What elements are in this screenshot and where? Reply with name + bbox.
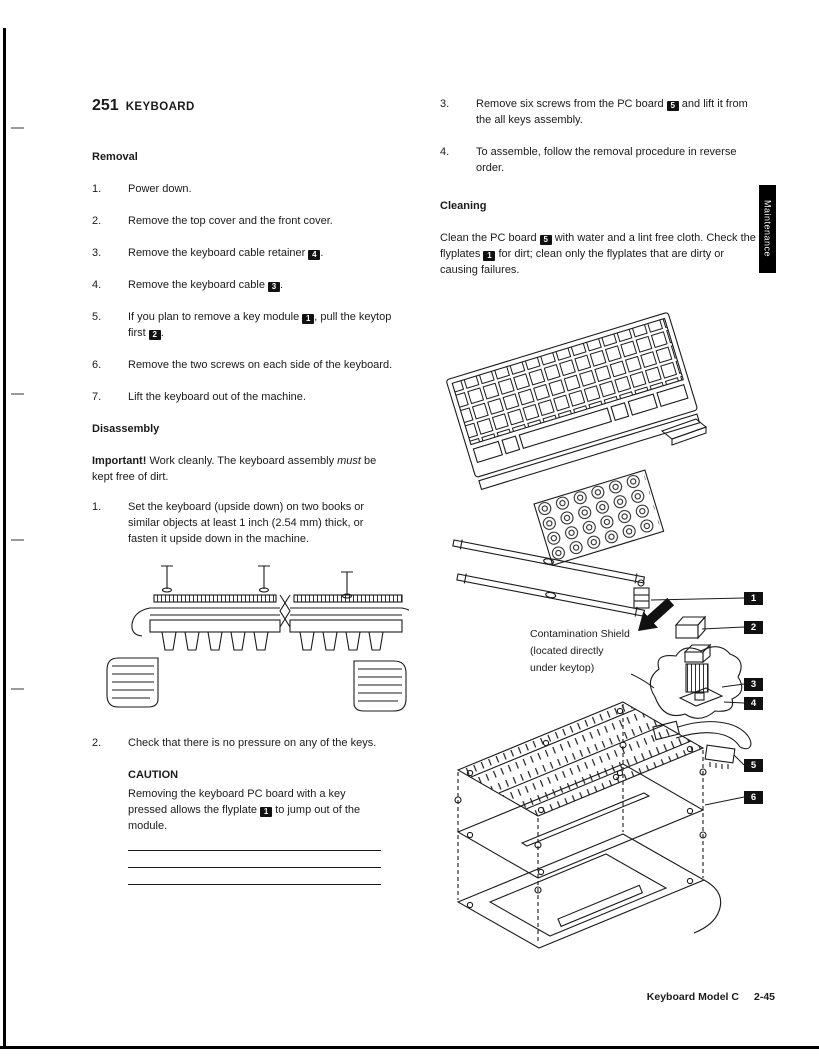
disassembly-heading: Disassembly — [92, 423, 160, 435]
item-number-badge: 5 — [540, 235, 552, 245]
step-text: Remove six screws from the PC board 5 and lift it from the all keys assembly. — [476, 98, 748, 126]
step-number: 3. — [92, 247, 102, 259]
removal-step-4 — [92, 277, 394, 293]
flyplate-grid-plate — [534, 470, 664, 565]
step-text: Remove the keyboard cable 3 . — [128, 279, 284, 291]
page-border-bottom — [0, 1046, 819, 1049]
pcboard-step-3 — [440, 96, 758, 128]
step-text: Check that there is no pressure on any of the keys. — [128, 737, 377, 749]
removal-step-6 — [92, 357, 394, 373]
pcboard-step-4 — [440, 144, 758, 176]
book-right — [354, 661, 406, 711]
step-number: 2. — [92, 737, 102, 749]
item-number-badge: 1 — [483, 251, 495, 261]
note-rules — [128, 850, 381, 885]
callout-badge-5: 5 — [744, 759, 763, 772]
removal-heading: Removal — [92, 151, 138, 163]
caution-heading: CAUTION — [128, 769, 179, 781]
callout-badge-3: 3 — [744, 678, 763, 691]
step-number: 4. — [440, 146, 450, 158]
item-number-badge: 1 — [260, 807, 272, 817]
removal-step-2 — [92, 213, 394, 229]
removal-step-1 — [92, 181, 394, 197]
step-number: 4. — [92, 279, 102, 291]
page-title — [92, 98, 394, 115]
bottom-frame — [458, 834, 721, 948]
footer-page-number: 2-45 — [753, 991, 775, 1003]
item-number-badge: 3 — [268, 282, 280, 292]
keyboard-on-books-figure — [104, 563, 409, 723]
cleaning-heading: Cleaning — [440, 200, 487, 212]
step-number: 2. — [92, 215, 102, 227]
margin-mark — [11, 688, 24, 690]
books-figure-svg — [104, 563, 409, 723]
keytop-part — [676, 617, 705, 638]
item-number-badge: 2 — [149, 330, 161, 340]
keyboard-section-right — [285, 595, 409, 650]
screw-icons — [161, 566, 353, 598]
rule-line — [128, 884, 381, 885]
support-rod-2 — [456, 572, 644, 618]
step-number: 7. — [92, 391, 102, 403]
step-number: 6. — [92, 359, 102, 371]
exploded-keyboard-figure — [438, 300, 772, 950]
step-text: Set the keyboard (upside down) on two books or similar objects at least 1 inch (2.54 mm) thick, or fasten it upside down in the machine. — [128, 501, 365, 545]
footer-title: Keyboard Model C — [646, 991, 739, 1003]
removal-step-5 — [92, 309, 394, 341]
important-note: Important! Work cleanly. The keyboard assembly must be kept free of dirt. — [92, 455, 377, 483]
section-title: KEYBOARD — [125, 101, 195, 113]
contamination-shield — [650, 645, 742, 718]
removal-step-7 — [92, 389, 394, 405]
step-number: 1. — [92, 183, 102, 195]
page-footer — [500, 989, 775, 1005]
maintenance-tab-label: Maintenance — [762, 200, 773, 258]
step-number: 3. — [440, 98, 450, 110]
right-column — [440, 96, 758, 292]
left-column — [92, 98, 394, 885]
disassembly-step-1 — [92, 499, 394, 547]
item-number-badge: 5 — [667, 101, 679, 111]
callout-badge-1: 1 — [744, 592, 763, 605]
contamination-shield-label — [530, 626, 650, 677]
keys-assembly — [446, 312, 701, 490]
disassembly-step-2 — [92, 735, 394, 751]
step-text: If you plan to remove a key module 1 , pull the keytop first 2 . — [128, 311, 392, 339]
label-line: (located directly — [530, 645, 604, 657]
key-module — [634, 580, 649, 608]
label-line: under keytop) — [530, 662, 595, 674]
item-number-badge: 4 — [308, 250, 320, 260]
maintenance-tab — [759, 185, 776, 273]
margin-mark — [11, 393, 24, 395]
caution-block — [128, 767, 384, 885]
item-number-badge: 1 — [302, 314, 314, 324]
label-line: Contamination Shield — [530, 628, 630, 640]
removal-step-3 — [92, 245, 394, 261]
step-text: Power down. — [128, 183, 192, 195]
step-text: To assemble, follow the removal procedure in reverse order. — [476, 146, 737, 174]
cleaning-text: Clean the PC board 5 with water and a lint free cloth. Check the flyplates 1 for dirt; clean only the flyplates that are dirty or causing failures. — [440, 232, 756, 276]
page-border-left — [3, 28, 6, 1047]
step-text: Remove the top cover and the front cover. — [128, 215, 333, 227]
section-number: 251 — [92, 97, 119, 114]
rule-line — [128, 850, 381, 851]
callout-badge-6: 6 — [744, 791, 763, 804]
callout-badge-4: 4 — [744, 697, 763, 710]
margin-mark — [11, 539, 24, 541]
step-text: Lift the keyboard out of the machine. — [128, 391, 306, 403]
book-left — [107, 658, 158, 707]
exploded-diagram-svg — [438, 300, 772, 950]
step-number: 5. — [92, 311, 102, 323]
pc-board — [458, 702, 703, 816]
keyboard-section-left — [132, 595, 285, 650]
callout-badge-2: 2 — [744, 621, 763, 634]
step-number: 1. — [92, 501, 102, 513]
rule-line — [128, 867, 381, 868]
step-text: Remove the keyboard cable retainer 4 . — [128, 247, 324, 259]
caution-text: Removing the keyboard PC board with a key pressed allows the flyplate 1 to jump out of the module. — [128, 788, 361, 832]
step-text: Remove the two screws on each side of the keyboard. — [128, 359, 393, 371]
margin-mark — [11, 127, 24, 129]
